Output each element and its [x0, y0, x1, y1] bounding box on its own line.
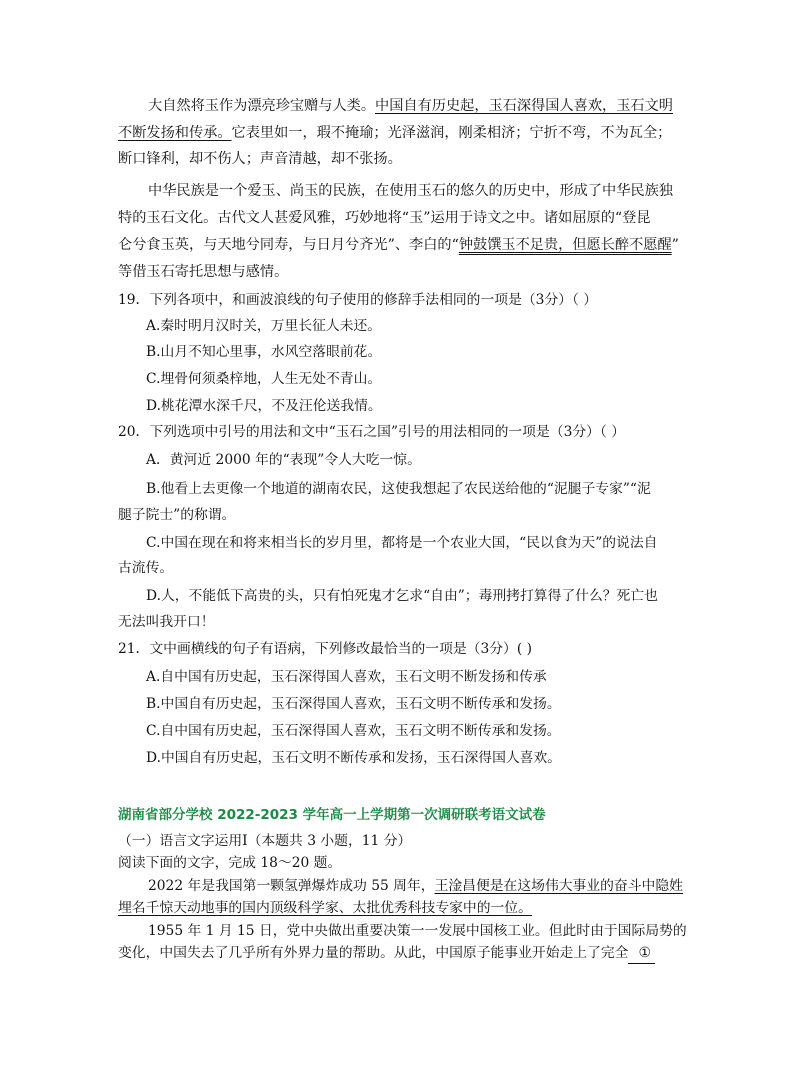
- question-19-option-c: C.埋骨何须桑梓地，人生无处不青山。: [146, 371, 382, 387]
- question-21-option-d: D.中国自有历史起，玉石文明不断传承和发扬，玉石深得国人喜欢。: [146, 750, 562, 766]
- passage1-text: 它表里如一，瑕不掩瑜；光泽滋润，刚柔相济；宁折不弯，不为瓦全；: [231, 125, 672, 141]
- underlined-sentence: 中国自有历史起，玉石深得国人喜欢，玉石文明: [375, 98, 673, 114]
- passage1-line1: [148, 96, 673, 116]
- passage1-text: 仑兮食玉英，与天地兮同寿，与日月兮齐光”、李白的“: [118, 237, 459, 253]
- question-20-option-c-line2: 古流传。: [118, 560, 174, 576]
- question-19-option-d: D.桃花潭水深千尺，不及汪伦送我情。: [146, 398, 382, 414]
- question-20-option-d-line1: D.人，不能低下高贵的头，只有怕死鬼才乞求“自由”；毒刑拷打算得了什么？死亡也: [146, 588, 658, 604]
- question-20-option-c-line1: C.中国在现在和将来相当长的岁月里，都将是一个农业大国，“民以食为天”的说法自: [146, 535, 658, 551]
- question-19-option-a: A.秦时明月汉时关，万里长征人未还。: [146, 318, 382, 334]
- passage1-line3: 断口锋利，却不伤人；声音清越，却不张扬。: [118, 151, 402, 167]
- passage1-text: 大自然将玉作为漂亮珍宝赠与人类。: [148, 98, 376, 114]
- passage1-para2-line2: 特的玉石文化。古代文人甚爱风雅，巧妙地将“玉”运用于诗文之中。诸如屈原的“登昆: [118, 210, 651, 226]
- section2-para2-line2: [118, 943, 655, 964]
- question-20-option-b-line2: 腿子院士”的称谓。: [118, 507, 236, 523]
- question-21-option-b: B.中国自有历史起，玉石深得国人喜欢，玉石文明不断传承和发扬。: [146, 696, 561, 712]
- question-21-option-a: A.自中国有历史起，玉石深得国人喜欢，玉石文明不断发扬和传承: [146, 669, 547, 685]
- passage1-para2-line4: 等借玉石寄托思想与感情。: [118, 264, 289, 280]
- section2-para1-line2: [118, 898, 532, 918]
- reading-instruction: 阅读下面的文字，完成 18～20 题。: [118, 855, 342, 871]
- passage1-line2: [118, 123, 671, 143]
- question-21-stem: 21．文中画横线的句子有语病，下列修改最恰当的一项是（3分）( ): [118, 641, 532, 657]
- question-19-stem: 19．下列各项中，和画波浪线的句子使用的修辞手法相同的一项是（3分）（ ）: [118, 292, 598, 308]
- underlined-sentence-2-end: 埋名千惊天动地事的国内顶级科学家、太批优秀科技专家中的一位。: [118, 900, 532, 916]
- section2-para2-line1: 1955 年 1 月 15 日，党中央做出重要决策一一发展中国核工业。但此时由于国际局势的: [148, 923, 687, 939]
- underlined-sentence-2: 王淦昌便是在这场伟大事业的奋斗中隐姓: [434, 878, 683, 894]
- passage1-para2-line3: [118, 235, 679, 255]
- question-20-option-b-line1: B.他看上去更像一个地道的湖南农民，这使我想起了农民送给他的“泥腿子专家”“泥: [146, 481, 651, 497]
- passage1-para2-line1: 中华民族是一个爱玉、尚玉的民族，在使用玉石的悠久的历史中，形成了中华民族独: [148, 183, 673, 199]
- question-19-option-b: B.山月不知心里事，水风空落眼前花。: [146, 344, 382, 360]
- section2-text: 变化，中国失去了几乎所有外界力量的帮助。从此，中国原子能事业开始走上了完全: [118, 945, 629, 961]
- question-20-stem: 20．下列选项中引号的用法和文中“玉石之国”引号的用法相同的一项是（3分）（ ）: [118, 424, 626, 440]
- part-heading: （一）语言文字运用Ⅰ（本题共 3 小题，11 分）: [118, 833, 412, 849]
- section2-para1-line1: [148, 876, 683, 896]
- question-21-option-c: C.自中国有历史起，玉石深得国人喜欢，玉石文明不断传承和发扬。: [146, 723, 561, 739]
- question-20-option-d-line2: 无法叫我开口！: [118, 614, 215, 630]
- wavy-underlined-sentence: 钟鼓馔玉不足贵，但愿长醉不愿醒: [458, 237, 672, 253]
- question-20-option-a: A．黄河近 2000 年的“表现”令人大吃一惊。: [146, 452, 421, 468]
- quote-close: ”: [671, 237, 679, 253]
- section2-text: 2022 年是我国第一颗氢弹爆炸成功 55 周年，: [148, 878, 435, 894]
- blank-1: ①: [628, 943, 654, 964]
- underlined-sentence-end: 不断发扬和传承。: [118, 125, 232, 141]
- exam-title: 湖南省部分学校 2022-2023 学年高一上学期第一次调研联考语文试卷: [118, 807, 546, 823]
